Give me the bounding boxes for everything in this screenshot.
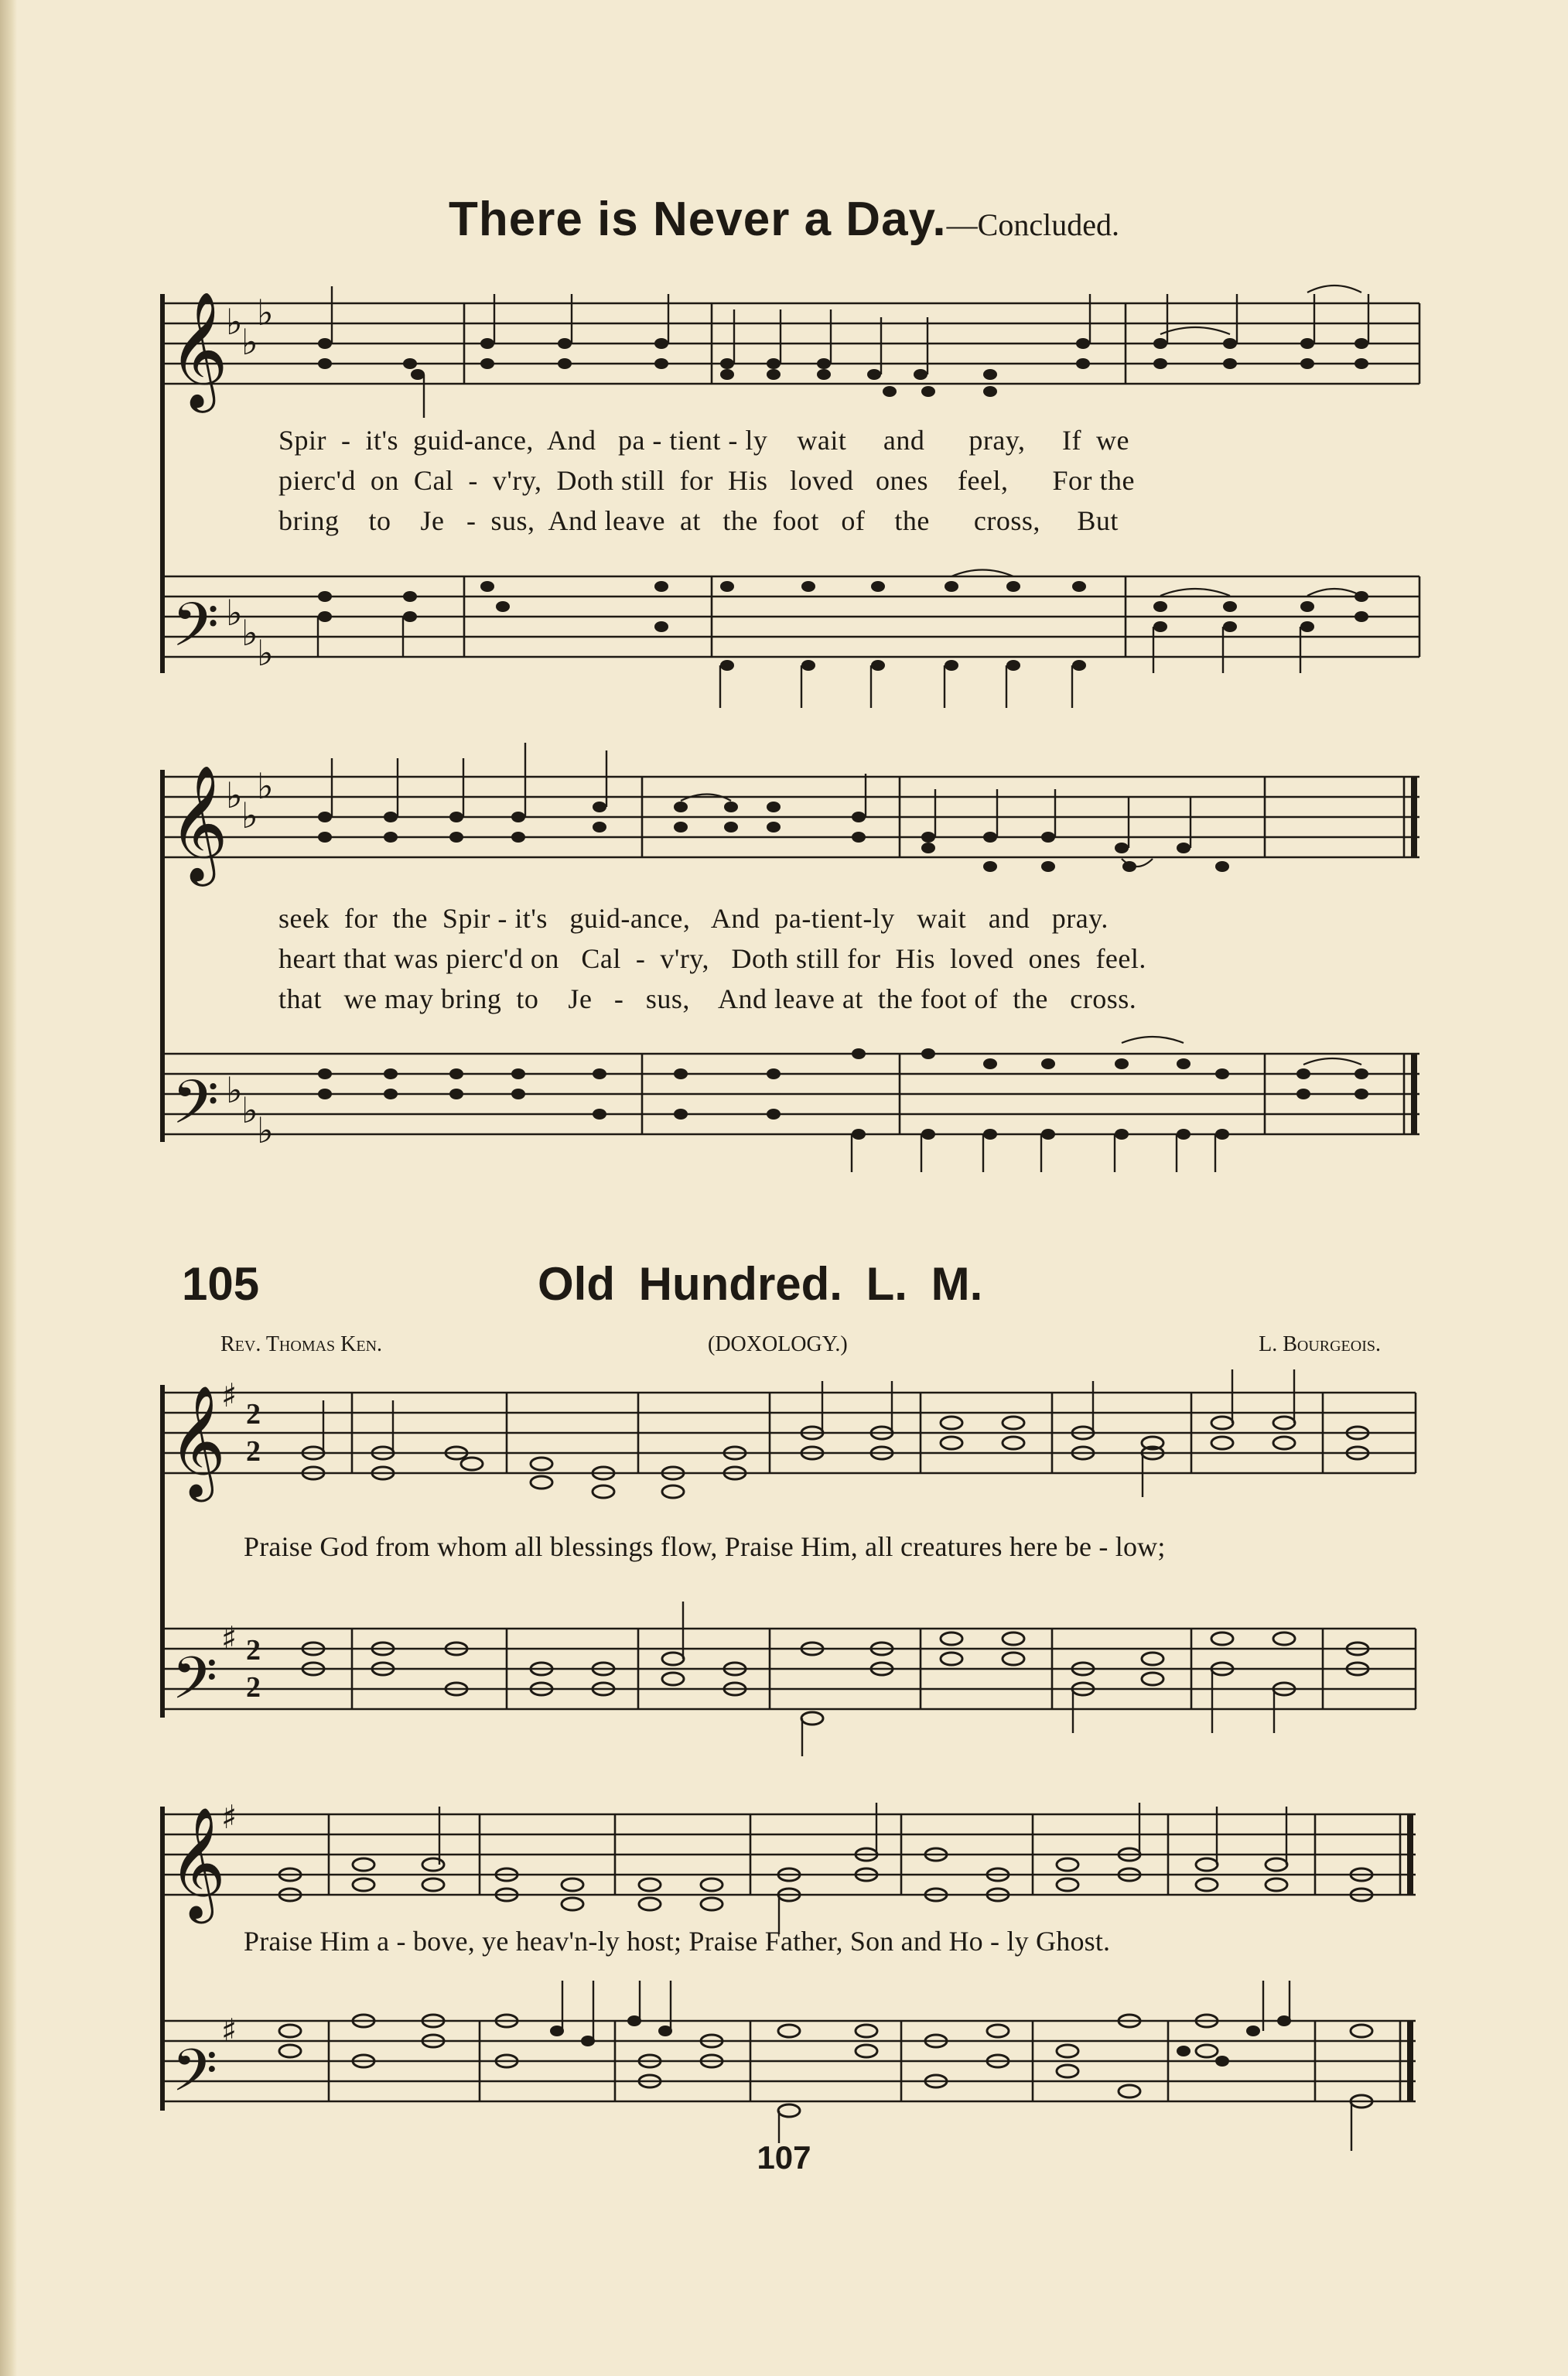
svg-text:♯: ♯	[221, 1376, 237, 1414]
svg-text:2: 2	[246, 1398, 261, 1431]
svg-text:♭: ♭	[257, 632, 274, 674]
hymn-105-title: Old Hundred. L. M.	[538, 1258, 983, 1310]
lyric-verse-1: Spir - it's guid-ance, And pa - tient - ly wait and pray, If we	[278, 425, 1129, 456]
svg-text:𝄢: 𝄢	[172, 2036, 218, 2119]
svg-text:♭: ♭	[226, 1069, 243, 1111]
hymn-credits	[220, 1332, 1381, 1363]
lyric-verse-2: pierc'd on Cal - v'ry, Doth still for His loved ones feel, For the	[278, 465, 1135, 496]
hymn-number: 105	[182, 1258, 260, 1310]
svg-text:𝄞: 𝄞	[169, 764, 228, 881]
composer-credit: L. Bourgeois.	[1259, 1332, 1381, 1356]
svg-text:𝄞: 𝄞	[169, 1385, 226, 1497]
svg-text:♯: ♯	[221, 2012, 237, 2050]
doxology-note: (DOXOLOGY.)	[708, 1332, 848, 1356]
svg-text:♭: ♭	[226, 301, 243, 343]
svg-text:𝄢: 𝄢	[172, 590, 220, 675]
svg-text:♭: ♭	[226, 592, 243, 634]
hymn-title-continued	[0, 192, 1568, 247]
hymn-title-text: There is Never a Day.	[449, 193, 947, 246]
svg-text:♭: ♭	[241, 321, 258, 363]
system-4	[162, 1798, 1416, 2151]
svg-text:2: 2	[246, 1634, 261, 1667]
svg-text:♭: ♭	[241, 1089, 258, 1131]
svg-text:2: 2	[246, 1671, 261, 1704]
svg-text:𝄢: 𝄢	[172, 1068, 220, 1153]
page-edge	[0, 0, 17, 2376]
svg-text:♭: ♭	[257, 765, 274, 807]
svg-text:𝄢: 𝄢	[172, 1644, 218, 1727]
svg-text:♭: ♭	[226, 774, 243, 816]
lyric-verse-3-line-2: that we may bring to Je - sus, And leave at the foot of the cross.	[278, 983, 1137, 1014]
old-hundred-lyric-1: Praise God from whom all blessings flow, Praise Him, all creatures here be - low;	[244, 1531, 1166, 1562]
svg-text:♯: ♯	[221, 1619, 237, 1657]
svg-text:2: 2	[246, 1435, 261, 1468]
svg-text:♯: ♯	[221, 1798, 237, 1836]
old-hundred-lyric-2: Praise Him a - bove, ye heav'n-ly host; Praise Father, Son and Ho - ly Ghost.	[244, 1926, 1111, 1957]
lyric-verse-2-line-2: heart that was pierc'd on Cal - v'ry, Doth still for His loved ones feel.	[278, 943, 1146, 974]
system-1	[162, 285, 1419, 708]
svg-text:𝄞: 𝄞	[169, 1807, 226, 1919]
author-credit: Rev. Thomas Ken.	[220, 1332, 383, 1356]
svg-text:♭: ♭	[241, 612, 258, 654]
svg-text:♭: ♭	[257, 292, 274, 333]
svg-text:♭: ♭	[241, 795, 258, 836]
page-number: 107	[757, 2139, 811, 2176]
svg-text:♭: ♭	[257, 1109, 274, 1151]
svg-text:𝄞: 𝄞	[169, 290, 228, 408]
hymn-subtitle: —Concluded.	[946, 207, 1119, 242]
lyric-verse-3: bring to Je - sus, And leave at the foot of the cross, But	[278, 505, 1119, 536]
system-3	[162, 1369, 1416, 1756]
lyric-verse-1-line-2: seek for the Spir - it's guid-ance, And pa-tient-ly wait and pray.	[278, 903, 1109, 934]
